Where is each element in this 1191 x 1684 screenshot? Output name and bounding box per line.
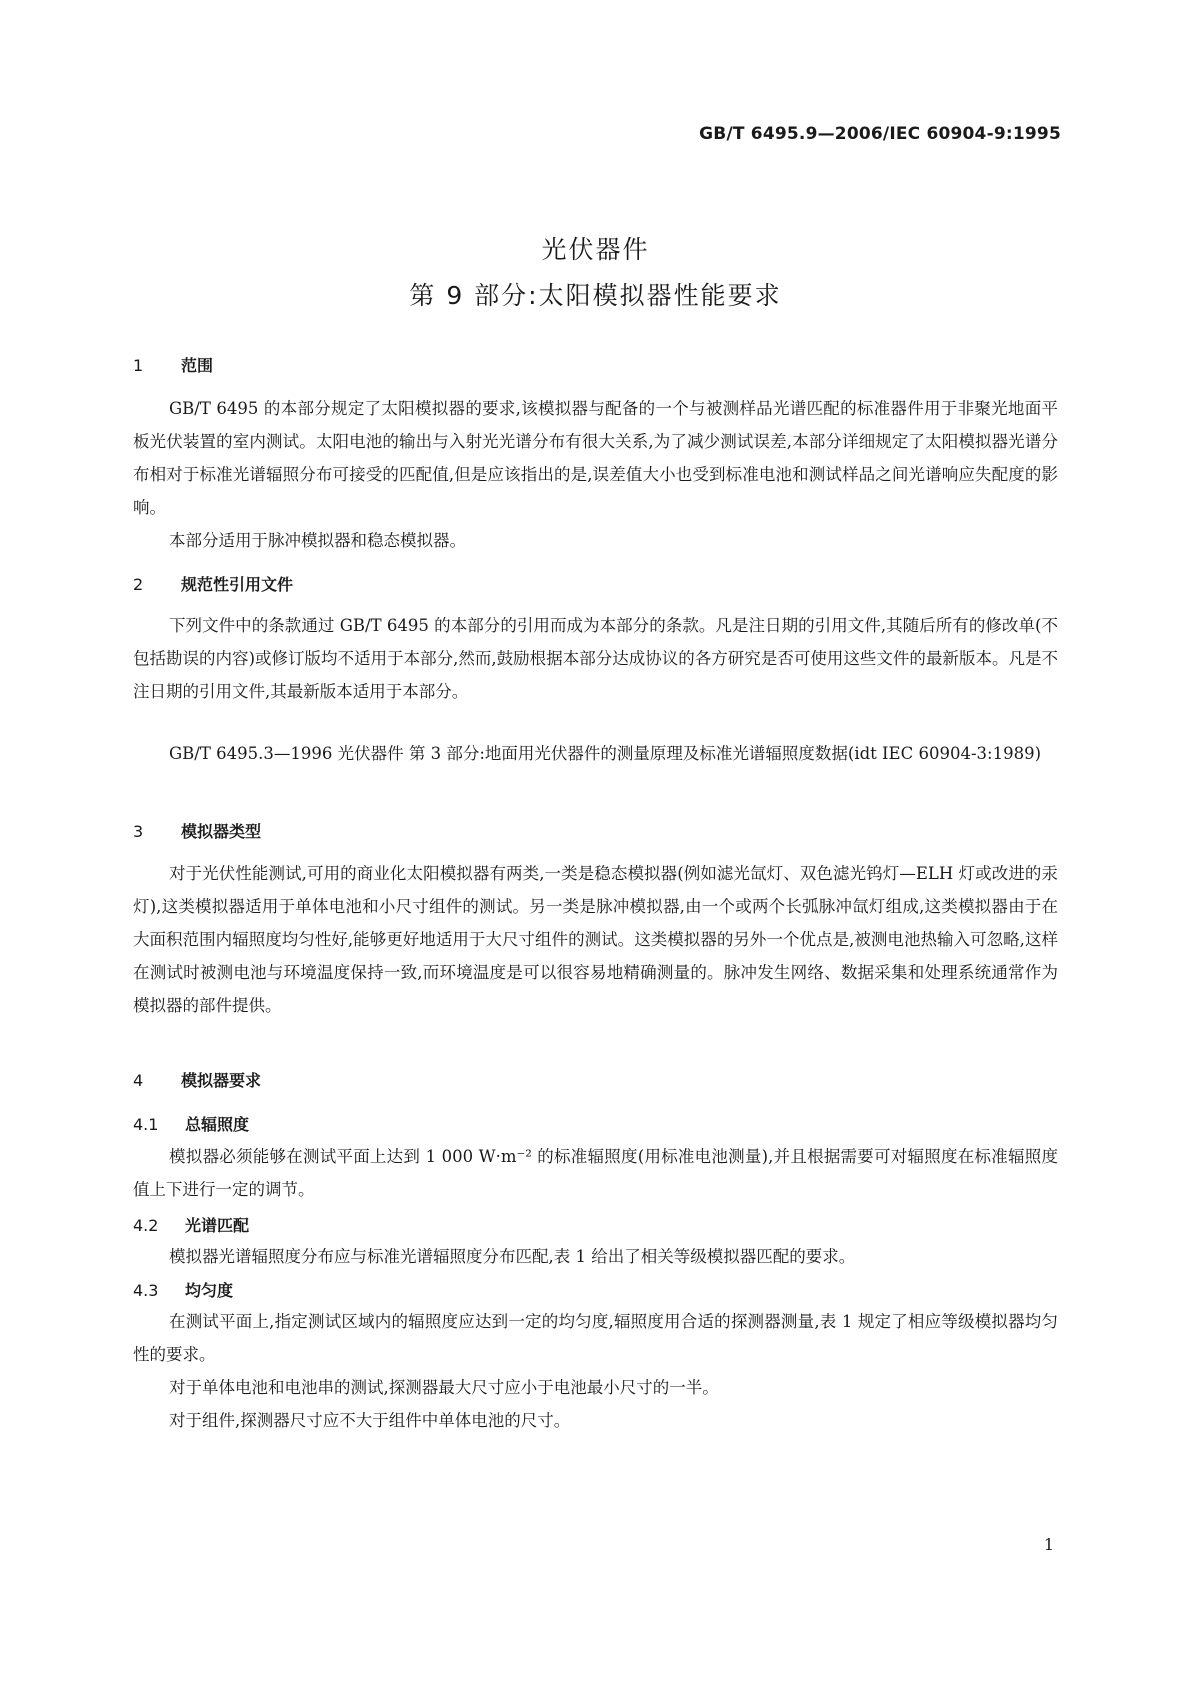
reference-entry: GB/T 6495.3—1996 光伏器件 第 3 部分:地面用光伏器件的测量原理及标准光谱辐照度数据(idt IEC 60904-3:1989)	[169, 744, 1042, 763]
section-heading-simulator-requirements	[133, 1068, 261, 1091]
section-number: 4	[133, 1071, 144, 1090]
subsection-heading-uniformity	[133, 1278, 233, 1301]
section-number: 2	[133, 575, 144, 594]
document-subtitle: 第 9 部分:太阳模拟器性能要求	[409, 281, 782, 310]
paragraph: 下列文件中的条款通过 GB/T 6495 的本部分的引用而成为本部分的条款。凡是注日期的引用文件,其随后所有的修改单(不包括勘误的内容)或修订版均不适用于本部分,然而,鼓励根据本部分达成协议的各方研究是否可使用这些文件的最新版本。凡是不注日期的引用文件,其最新版本适用于本部分。	[133, 616, 1058, 701]
section-title: 模拟器类型	[181, 822, 262, 841]
page-number: 1	[1043, 1535, 1054, 1554]
section-heading-simulator-types	[133, 819, 261, 842]
section-title: 光谱匹配	[185, 1216, 250, 1235]
paragraph: 对于单体电池和电池串的测试,探测器最大尺寸应小于电池最小尺寸的一半。	[169, 1378, 719, 1397]
paragraph: 对于光伏性能测试,可用的商业化太阳模拟器有两类,一类是稳态模拟器(例如滤光氙灯、双色滤光钨灯—ELH 灯或改进的汞灯),这类模拟器适用于单体电池和小尺寸组件的测试。另一类是脉冲模拟器,由一个或两个长弧脉冲氙灯组成,这类模拟器由于在大面积范围内辐照度均匀性好,能够更好地适用于大尺寸组件的测试。这类模拟器的另外一个优点是,被测电池热输入可忽略,这样在测试时被测电池与环境温度保持一致,而环境温度是可以很容易地精确测量的。脉冲发生网络、数据采集和处理系统通常作为模拟器的部件提供。	[133, 864, 1058, 1015]
section-number: 1	[133, 356, 144, 375]
section-number: 4.2	[133, 1216, 159, 1235]
section-number: 4.1	[133, 1115, 159, 1134]
subsection-heading-total-irradiance	[133, 1112, 249, 1135]
section-title: 范围	[181, 356, 214, 375]
section-number: 3	[133, 822, 144, 841]
section-number: 4.3	[133, 1281, 159, 1300]
section-title: 规范性引用文件	[181, 575, 294, 594]
section-heading-scope	[133, 353, 213, 376]
paragraph: 对于组件,探测器尺寸应不大于组件中单体电池的尺寸。	[169, 1411, 571, 1430]
document-title: 光伏器件	[541, 235, 650, 264]
section-title: 总辐照度	[185, 1115, 250, 1134]
paragraph: GB/T 6495 的本部分规定了太阳模拟器的要求,该模拟器与配备的一个与被测样品光谱匹配的标准器件用于非聚光地面平板光伏装置的室内测试。太阳电池的输出与入射光光谱分布有很大关系,为了减少测试误差,本部分详细规定了太阳模拟器光谱分布相对于标准光谱辐照分布可接受的匹配值,但是应该指出的是,误差值大小也受到标准电池和测试样品之间光谱响应失配度的影响。	[133, 399, 1058, 517]
paragraph: 在测试平面上,指定测试区域内的辐照度应达到一定的均匀度,辐照度用合适的探测器测量,表 1 规定了相应等级模拟器均匀性的要求。	[133, 1312, 1058, 1364]
section-heading-normative-references	[133, 572, 293, 595]
section-title: 均匀度	[185, 1281, 234, 1300]
standard-code: GB/T 6495.9—2006/IEC 60904-9:1995	[699, 124, 1061, 144]
subsection-heading-spectral-match	[133, 1213, 249, 1236]
paragraph: 模拟器光谱辐照度分布应与标准光谱辐照度分布匹配,表 1 给出了相关等级模拟器匹配的要求。	[169, 1247, 856, 1266]
paragraph: 本部分适用于脉冲模拟器和稳态模拟器。	[169, 531, 466, 550]
paragraph: 模拟器必须能够在测试平面上达到 1 000 W·m⁻² 的标准辐照度(用标准电池测量),并且根据需要可对辐照度在标准辐照度值上下进行一定的调节。	[133, 1147, 1058, 1199]
section-title: 模拟器要求	[181, 1071, 262, 1090]
